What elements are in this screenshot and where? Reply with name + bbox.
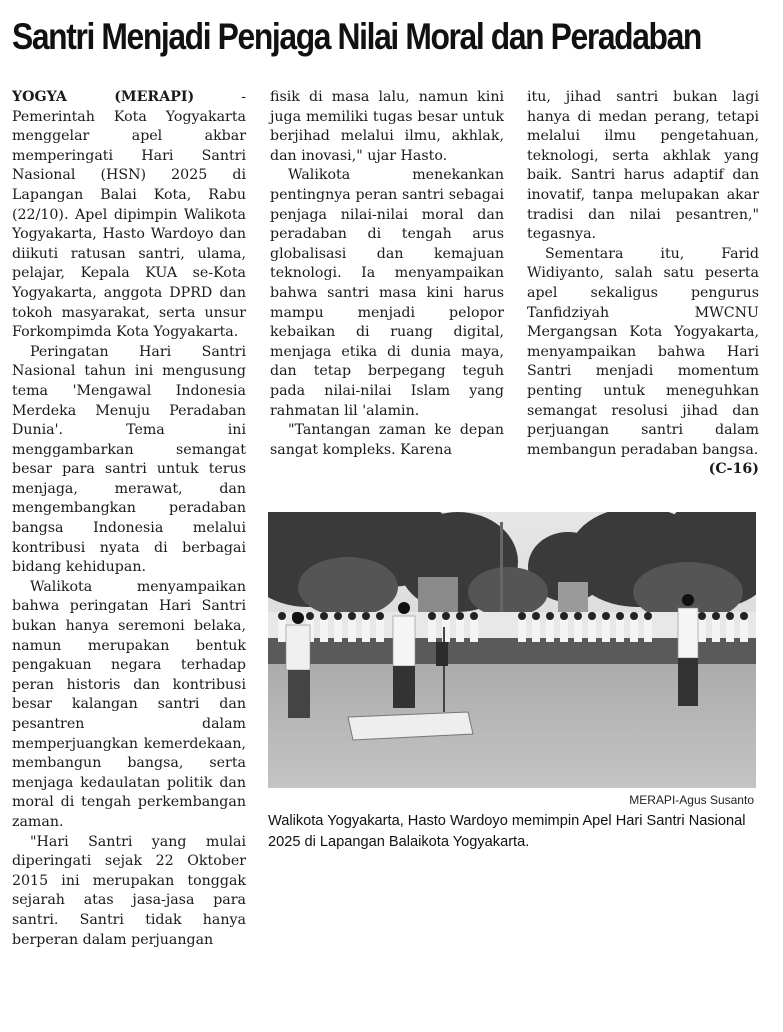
paragraph: Walikota menekankan pentingnya peran santri sebagai penjaga nilai-nilai moral dan peradaban di tengah arus globalisasi dan kemajuan teknologi. Ia menyampaikan bahwa santri masa kini harus mampu menjadi pelopor kebaikan di ruang digital, menjaga etika di dunia maya, dan tetap berpegang teguh pada nilai-nilai Islam yang rahmatan lil 'alamin. (270, 167, 504, 419)
paragraph: "Tantangan zaman ke depan sangat kompleks. Karena (270, 422, 504, 458)
paragraph: itu, jihad santri bukan lagi hanya di medan perang, tetapi melalui ilmu pengetahuan, teknologi, serta akhlak yang baik. Santri harus adaptif dan inovatif, tanpa melupakan akar tradisi dan nilai pesantren," tegasnya. (527, 89, 759, 243)
article-column-3 (527, 88, 759, 480)
paragraph-text: - Pemerintah Kota Yogyakarta menggelar apel akbar memperingati Hari Santri Nasional (HSN) 2025 di Lapangan Balai Kota, Rabu (22/10). Apel dipimpin Walikota Yogyakarta, Hasto Wardoyo dan diikuti ratusan santri, ulama, pelajar, Kepala KUA se-Kota Yogyakarta, anggota DPRD dan tokoh masyarakat, serta unsur Forkompimda Kota Yogyakarta. (12, 89, 246, 341)
paragraph: Peringatan Hari Santri Nasional tahun ini mengusung tema 'Mengawal Indonesia Merdeka Menuju Peradaban Dunia'. Tema ini menggambarkan semangat besar para santri untuk terus menjaga, merawat, dan mengembangkan peradaban bangsa Indonesia melalui kontribusi nyata di berbagai bidang kehidupan. (12, 343, 246, 576)
photo-caption: Walikota Yogyakarta, Hasto Wardoyo memimpin Apel Hari Santri Nasional 2025 di Lapangan Balaikota Yogyakarta. (268, 813, 746, 850)
paragraph: "Hari Santri yang mulai diperingati sejak 22 Oktober 2015 ini merupakan tonggak sejarah atas jasa-jasa para santri. Santri tidak hanya berperan dalam perjuangan (12, 833, 246, 948)
photo-credit: MERAPI-Agus Susanto (629, 793, 754, 807)
paragraph-with-signature (527, 245, 759, 478)
lead-paragraph (12, 88, 246, 343)
dateline: YOGYA (MERAPI) (12, 89, 195, 105)
paragraph: fisik di masa lalu, namun kini juga memiliki tugas besar untuk berjihad melalui ilmu, akhlak, dan inovasi," ujar Hasto. (270, 89, 504, 164)
article-column-2 (270, 88, 504, 460)
apel-ceremony-illustration (268, 512, 756, 788)
author-signature: (C-16) (708, 461, 759, 478)
paragraph: Walikota menyampaikan bahwa peringatan Hari Santri bukan hanya seremoni belaka, namun merupakan bentuk pengakuan negara terhadap peran historis dan kontribusi besar kalangan santri dan pesantren dalam memperjuangkan kemerdekaan, membangun bangsa, serta menjaga kedaulatan politik dan moral di tengah perkembangan zaman. (12, 578, 246, 830)
headline: Santri Menjadi Penjaga Nilai Moral dan Peradaban (12, 16, 701, 57)
article-column-1 (12, 88, 246, 950)
news-photo (268, 512, 756, 788)
paragraph-text: Sementara itu, Farid Widiyanto, salah satu peserta apel sekaligus pengurus Tanfidziyah MWCNU Mergangsan Kota Yogyakarta, menyampaikan bahwa Hari Santri menjadi momentum penting untuk meneguhkan semangat resolusi jihad dan perjuangan santri dalam membangun peradaban bangsa. (527, 245, 759, 458)
